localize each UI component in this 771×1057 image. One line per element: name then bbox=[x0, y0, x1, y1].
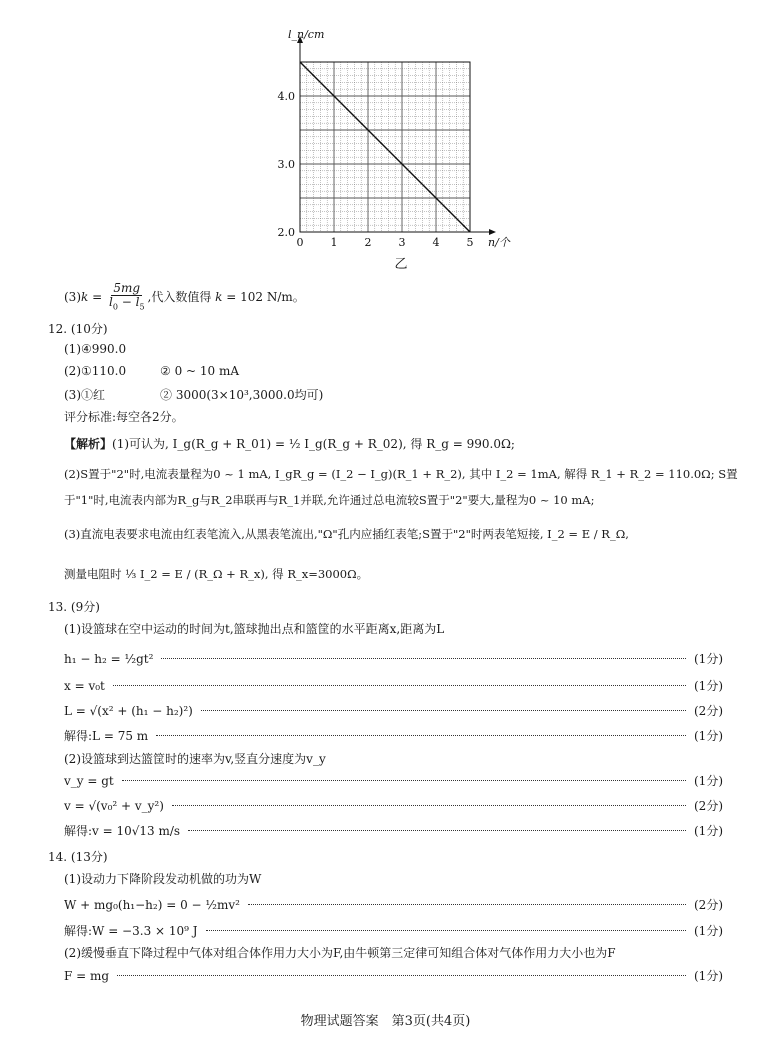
q14-eq-2: 解得:W = −3.3 × 10⁹ J (1分) bbox=[64, 924, 723, 938]
q14-setup-1: (1)设动力下降阶段发动机做的功为W bbox=[64, 872, 262, 886]
x-tick-label: 2 bbox=[364, 236, 372, 249]
q12-grading: 评分标准:每空各2分。 bbox=[64, 410, 184, 424]
q12-answer-3-2: ② 3000(3×10³,3000.0均可) bbox=[160, 388, 324, 402]
q13-eq-2: x = v₀t (1分) bbox=[64, 679, 723, 693]
q13-eq-1: h₁ − h₂ = ½gt² (1分) bbox=[64, 652, 723, 666]
x-tick-label: 4 bbox=[432, 236, 440, 249]
x-axis-arrow bbox=[489, 229, 496, 235]
q12-answer-1: (1)④990.0 bbox=[64, 342, 127, 356]
x-tick-label: 5 bbox=[466, 236, 474, 249]
q13-setup-1: (1)设篮球在空中运动的时间为t,篮球抛出点和篮筐的水平距离x,距离为L bbox=[64, 622, 445, 636]
q12-analysis-p2-line2: 于"1"时,电流表内部为R_g与R_2串联再与R_1并联,允许通过总电流较S置于"2"要大,量程为0 ~ 10 mA; bbox=[64, 493, 595, 507]
chart-caption: 乙 bbox=[394, 257, 408, 272]
q12-analysis-p3-line2: 测量电阻时 ⅓ I_2 = E / (R_Ω + R_x), 得 R_x=3000Ω。 bbox=[64, 567, 369, 581]
q13-eq-6: v = √(v₀² + v_y²) (2分) bbox=[64, 799, 723, 813]
q14-title: 14. (13分) bbox=[48, 850, 108, 864]
q13-eq-5: v_y = gt (1分) bbox=[64, 774, 723, 788]
q14-eq-3: F = mg (1分) bbox=[64, 969, 723, 983]
q12-analysis-p2-line1: (2)S置于"2"时,电流表量程为0 ~ 1 mA, I_gR_g = (I_2 − I_g)(R_1 + R_2), 其中 I_2 = 1mA, 解得 R_1 + R_2 = 110.0Ω; S置 bbox=[64, 467, 738, 481]
q13-eq-7: 解得:v = 10√13 m/s (1分) bbox=[64, 824, 723, 838]
y-axis-label: l_n/cm bbox=[288, 30, 325, 41]
q14-setup-2: (2)缓慢垂直下降过程中气体对组合体作用力大小为F,由牛顿第三定律可知组合体对气体作用力大小也为F bbox=[64, 946, 616, 960]
y-tick-label: 3.0 bbox=[277, 158, 295, 171]
q13-title: 13. (9分) bbox=[48, 600, 100, 614]
q12-answer-2-1: (2)①110.0 bbox=[64, 364, 127, 378]
q13-setup-2: (2)设篮球到达篮筐时的速率为v,竖直分速度为v_y bbox=[64, 752, 326, 766]
chart-axes bbox=[297, 36, 496, 235]
q12-answer-2-2: ② 0 ~ 10 mA bbox=[160, 364, 240, 378]
page-footer: 物理试题答案 第3页(共4页) bbox=[300, 1014, 471, 1029]
series-line-ln bbox=[300, 62, 470, 232]
x-tick-label: 0 bbox=[296, 236, 304, 249]
q12-answer-3-1: (3)①红 bbox=[64, 388, 105, 402]
y-tick-label: 4.0 bbox=[277, 90, 295, 103]
q11-part3: (3)k = $\frac{5mg}{l_0 - l_5}$ ,代入数值得 k = 102 N/m。 bbox=[64, 281, 305, 312]
q13-eq-4: 解得:L = 75 m (1分) bbox=[64, 729, 723, 743]
x-axis-label: n/个 bbox=[488, 236, 510, 249]
x-tick-label: 1 bbox=[330, 236, 338, 249]
q13-eq-3: L = √(x² + (h₁ − h₂)²) (2分) bbox=[64, 704, 723, 718]
q14-eq-1: W + mg₀(h₁−h₂) = 0 − ½mv² (2分) bbox=[64, 898, 723, 912]
q12-analysis-p1: 【解析】(1)可认为, I_g(R_g + R_01) = ½ I_g(R_g + R_02), 得 R_g = 990.0Ω; bbox=[64, 437, 515, 451]
q12-title: 12. (10分) bbox=[48, 322, 108, 336]
q12-analysis-p3-line1: (3)直流电表要求电流由红表笔流入,从黑表笔流出,"Ω"孔内应插红表笔;S置于"2"时两表笔短接, I_2 = E / R_Ω, bbox=[64, 527, 629, 541]
x-tick-label: 3 bbox=[398, 236, 406, 249]
chart-line-graph bbox=[270, 30, 530, 275]
y-tick-label: 2.0 bbox=[277, 226, 295, 239]
